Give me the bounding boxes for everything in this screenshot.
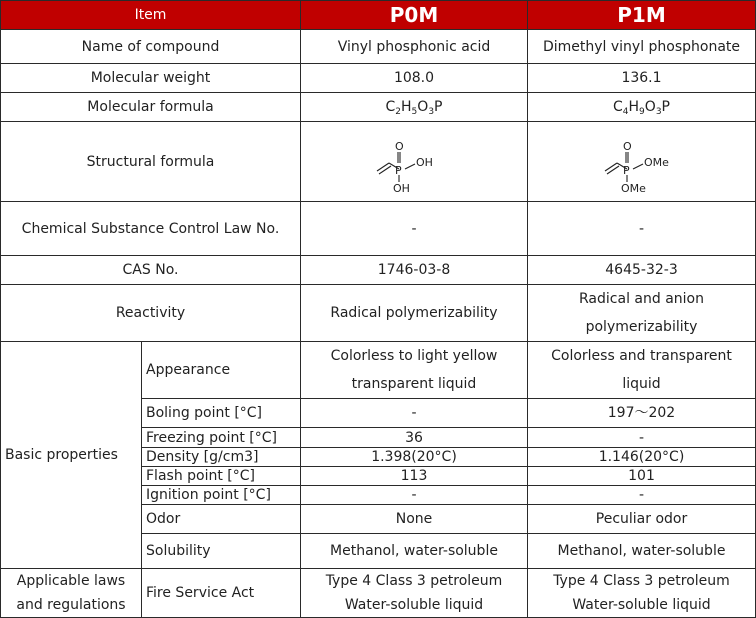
label-name: Name of compound (1, 30, 301, 64)
p1m-cas: 4645-32-3 (528, 256, 756, 285)
p0m-solubility: Methanol, water-soluble (301, 534, 528, 569)
p1m-structure (528, 122, 756, 202)
header-p1m: P1M (528, 1, 756, 30)
methoxy-label-1: OMe (643, 155, 669, 169)
p0m-formula (301, 93, 528, 122)
p0m-cas: 1746-03-8 (301, 256, 528, 285)
label-reactivity: Reactivity (1, 285, 301, 342)
p1m-ignition: - (528, 486, 756, 505)
p0m-structure-diagram (369, 132, 459, 192)
p1m-mw: 136.1 (528, 64, 756, 93)
label-cas: CAS No. (1, 256, 301, 285)
formula-p: P (434, 99, 443, 115)
p0m-mw: 108.0 (301, 64, 528, 93)
row-appearance (1, 342, 756, 399)
formula-o: O (644, 99, 656, 115)
formula-c: C (613, 99, 623, 115)
p0m-freezing: 36 (301, 428, 528, 448)
p1m-odor: Peculiar odor (528, 505, 756, 534)
p1m-freezing: - (528, 428, 756, 448)
label-laws-line1: Applicable laws (16, 573, 126, 589)
p0m-cscl: - (301, 202, 528, 256)
label-boiling: Boling point [°C] (142, 399, 301, 428)
label-freezing: Freezing point [°C] (142, 428, 301, 448)
p1m-formula (528, 93, 756, 122)
p0m-structure (301, 122, 528, 202)
p1m-structure-diagram (597, 132, 687, 192)
row-formula (1, 93, 756, 122)
p0m-density: 1.398(20°C) (301, 448, 528, 467)
row-laws (1, 569, 756, 618)
methoxy-label-2: OMe (620, 181, 646, 192)
hydroxyl-label-2: OH (393, 181, 410, 192)
label-solubility: Solubility (142, 534, 301, 569)
formula-h: H (401, 99, 412, 115)
formula-c-count: 2 (395, 107, 402, 117)
label-cscl: Chemical Substance Control Law No. (1, 202, 301, 256)
label-fire: Fire Service Act (142, 569, 301, 618)
header-item: Item (1, 1, 301, 30)
p0m-fire-line2: Water-soluble liquid (344, 597, 484, 613)
label-appearance: Appearance (142, 342, 301, 399)
formula-h-count: 9 (639, 107, 645, 117)
p1m-cscl: - (528, 202, 756, 256)
label-odor: Odor (142, 505, 301, 534)
p1m-fire-line1: Type 4 Class 3 petroleum (553, 573, 730, 589)
formula-p: P (661, 99, 670, 115)
p1m-name: Dimethyl vinyl phosphonate (528, 30, 756, 64)
formula-h: H (628, 99, 640, 115)
formula-o-count: 3 (655, 107, 662, 117)
p1m-appearance-line2: liquid (622, 376, 661, 392)
p0m-reactivity: Radical polymerizability (301, 285, 528, 342)
label-basic-properties: Basic properties (1, 342, 142, 569)
row-mw (1, 64, 756, 93)
p1m-appearance-line1: Colorless and transparent (551, 348, 732, 364)
p1m-boiling: 197～202 (528, 399, 756, 428)
row-name (1, 30, 756, 64)
p1m-reactivity-line2: polymerizability (585, 319, 698, 335)
p0m-boiling: - (301, 399, 528, 428)
label-ignition: Ignition point [°C] (142, 486, 301, 505)
p0m-name: Vinyl phosphonic acid (301, 30, 528, 64)
label-mw: Molecular weight (1, 64, 301, 93)
phosphorus-label: P (622, 163, 630, 177)
p0m-fire-line1: Type 4 Class 3 petroleum (325, 573, 503, 589)
p0m-appearance-line2: transparent liquid (351, 376, 477, 392)
row-cas (1, 256, 756, 285)
row-cscl (1, 202, 756, 256)
label-laws-line2: and regulations (16, 597, 126, 613)
p0m-appearance (301, 342, 528, 399)
oxygen-label: O (395, 139, 404, 153)
label-formula: Molecular formula (1, 93, 301, 122)
formula-o-count: 3 (428, 107, 435, 117)
oxygen-label: O (622, 139, 632, 153)
p1m-reactivity (528, 285, 756, 342)
p0m-odor: None (301, 505, 528, 534)
header-p0m: P0M (301, 1, 528, 30)
p1m-appearance (528, 342, 756, 399)
p0m-fire (301, 569, 528, 618)
label-flash: Flash point [°C] (142, 467, 301, 486)
header-row (1, 1, 756, 30)
formula-h-count: 5 (411, 107, 418, 117)
p1m-fire-line2: Water-soluble liquid (572, 597, 711, 613)
row-structure (1, 122, 756, 202)
label-structure: Structural formula (1, 122, 301, 202)
hydroxyl-label-1: OH (416, 155, 433, 169)
p1m-density: 1.146(20°C) (528, 448, 756, 467)
phosphorus-label: P (395, 163, 402, 177)
p0m-ignition: - (301, 486, 528, 505)
label-density: Density [g/cm3] (142, 448, 301, 467)
label-laws (1, 569, 142, 618)
formula-c-count: 4 (622, 107, 629, 117)
p1m-reactivity-line1: Radical and anion (579, 291, 704, 307)
p1m-flash: 101 (528, 467, 756, 486)
formula-o: O (417, 99, 429, 115)
p0m-appearance-line1: Colorless to light yellow (330, 348, 498, 364)
p1m-fire (528, 569, 756, 618)
row-reactivity (1, 285, 756, 342)
formula-c: C (385, 99, 396, 115)
p1m-solubility: Methanol, water-soluble (528, 534, 756, 569)
p0m-flash: 113 (301, 467, 528, 486)
